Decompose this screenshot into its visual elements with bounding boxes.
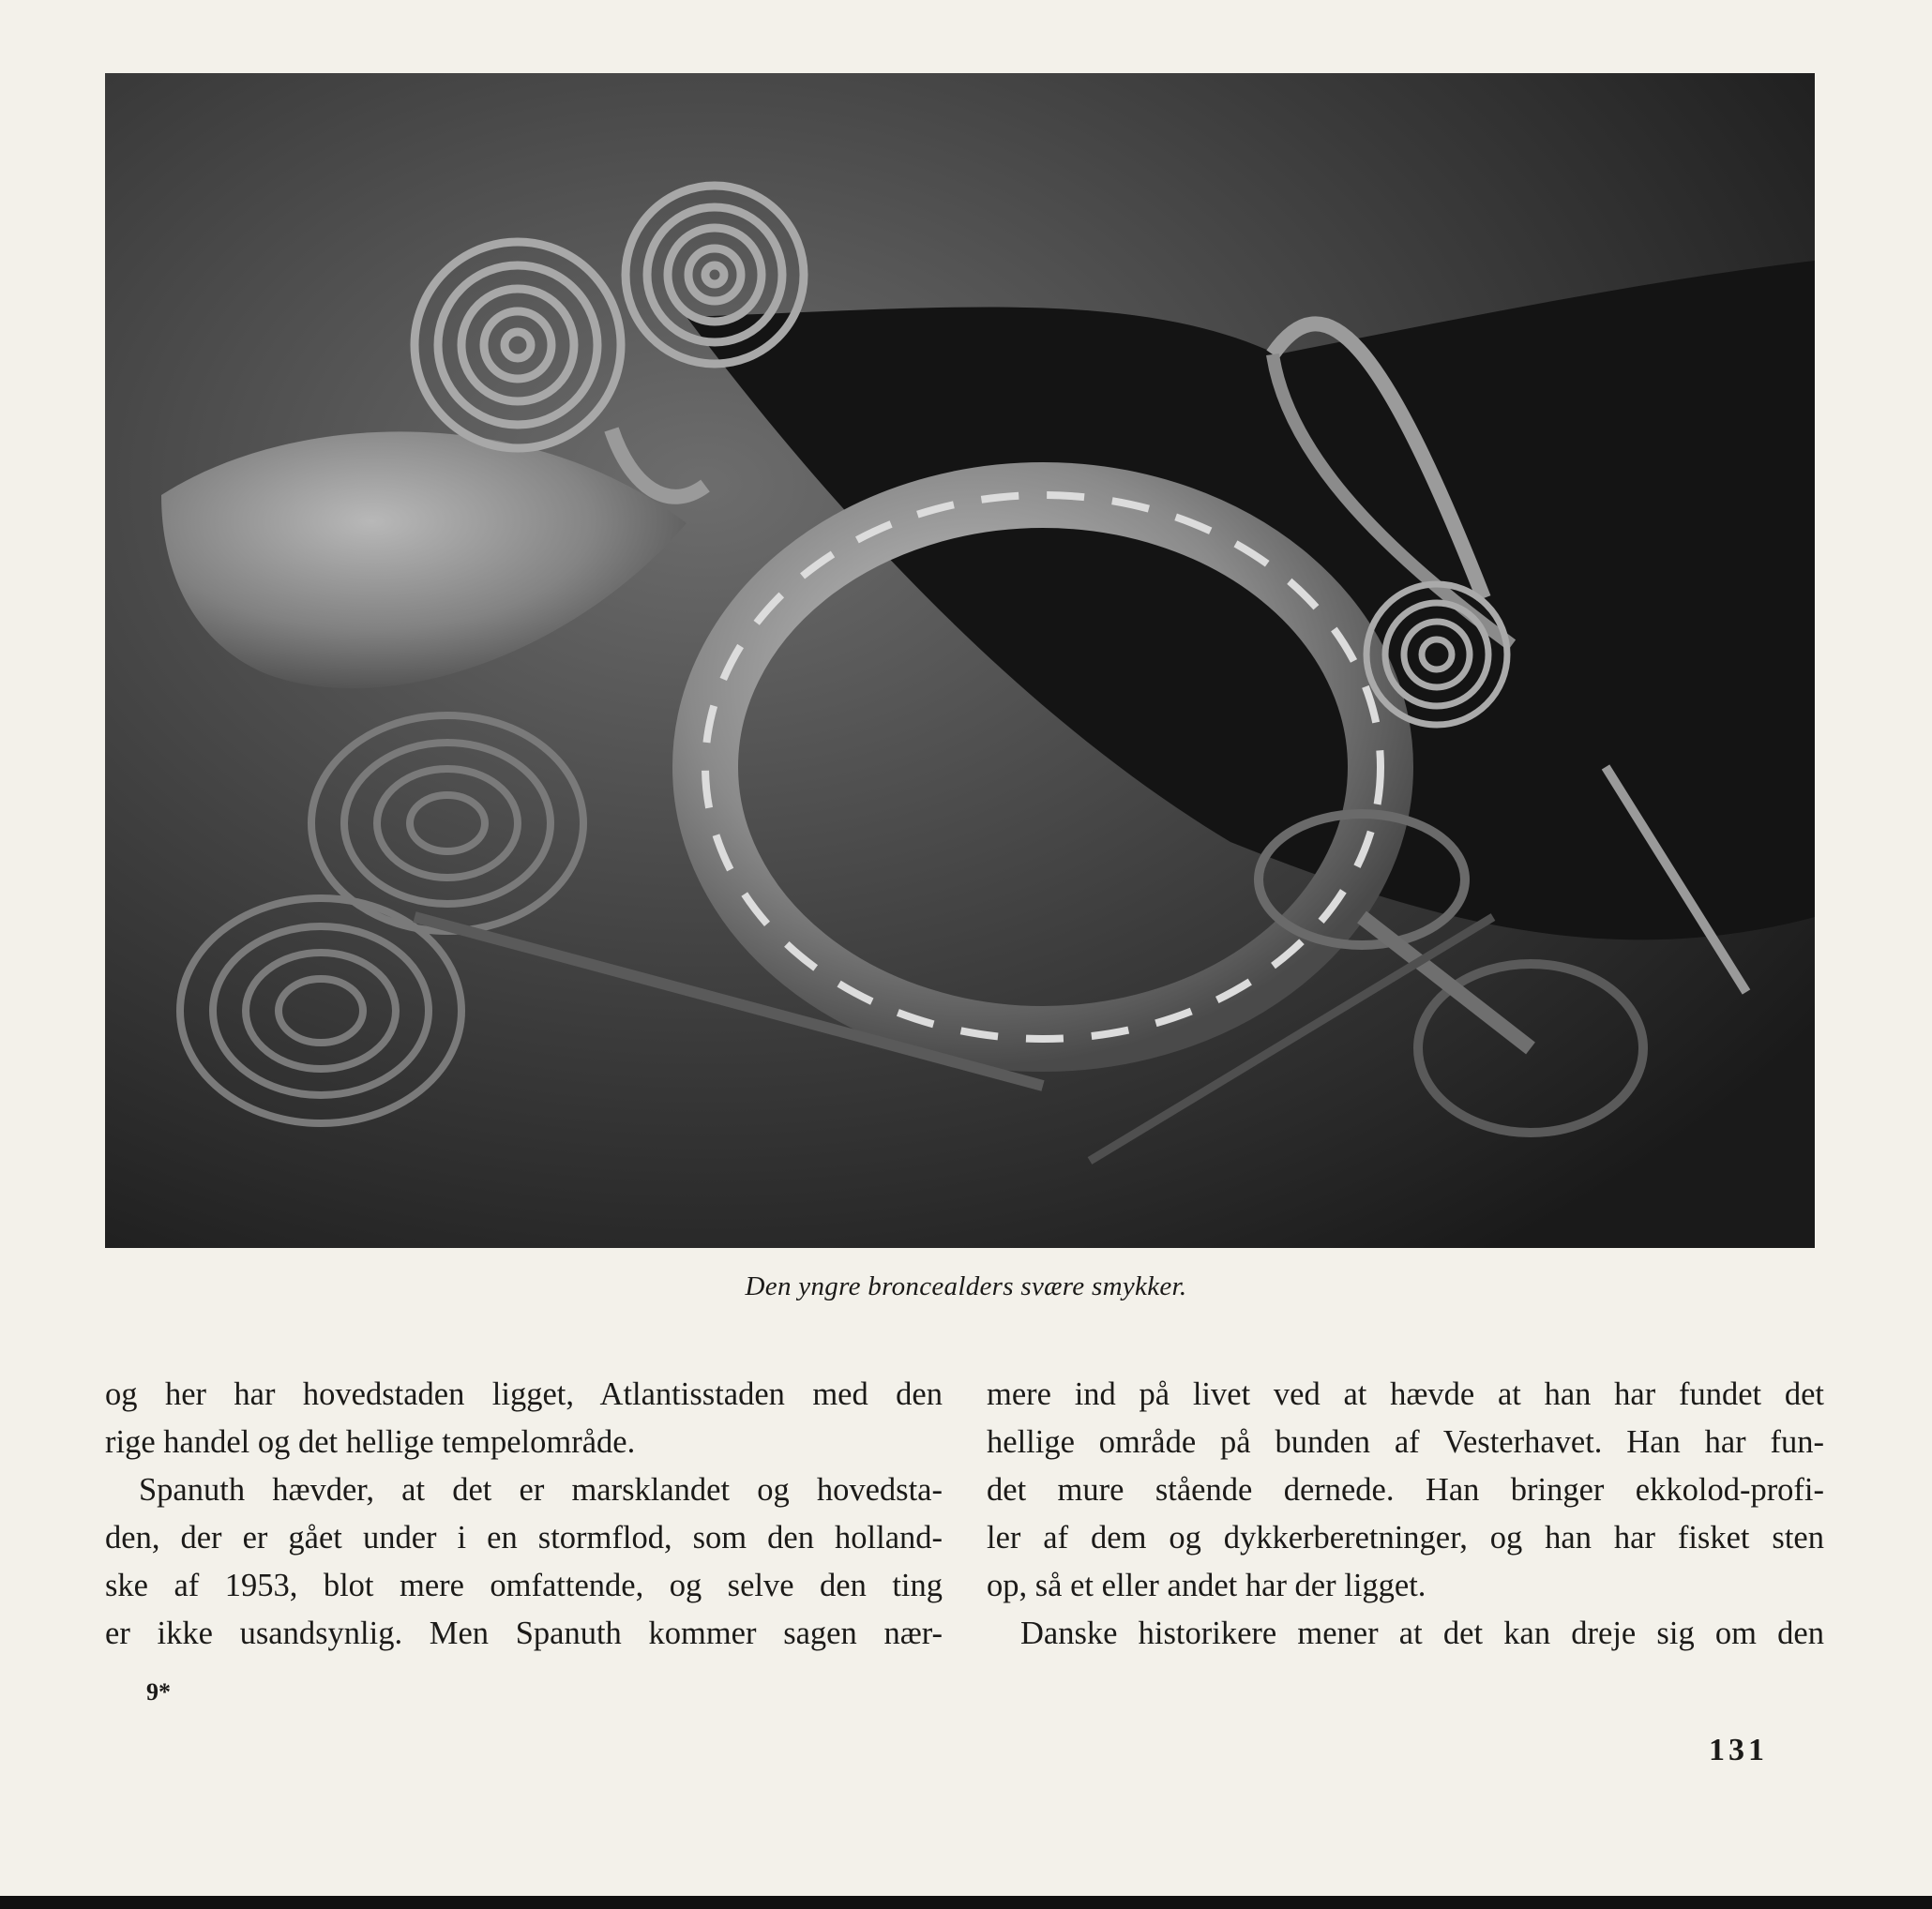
text-line: Danske historikere mener at det kan dreje sig om den bbox=[1020, 1616, 1824, 1651]
text-line: hellige område på bunden af Vesterhavet. Han har fun- bbox=[987, 1424, 1824, 1460]
text-line: det mure stående dernede. Han bringer ekkolod-profi- bbox=[987, 1472, 1824, 1508]
text-line: ler af dem og dykkerberetninger, og han har fisket sten bbox=[987, 1520, 1824, 1556]
photo-caption: Den yngre broncealders svære smykker. bbox=[745, 1271, 1187, 1301]
text-line: og her har hovedstaden ligget, Atlantisstaden med den bbox=[105, 1376, 943, 1412]
text-column-left bbox=[105, 1371, 943, 1658]
text-line: op, så et eller andet har der ligget. bbox=[987, 1568, 1426, 1603]
text-line: mere ind på livet ved at hævde at han har fundet det bbox=[987, 1376, 1824, 1412]
photograph-bronze-age-jewelry bbox=[105, 73, 1815, 1248]
text-line: Spanuth hævder, at det er marsklandet og hovedsta- bbox=[139, 1472, 943, 1508]
text-line: rige handel og det hellige tempelområde. bbox=[105, 1424, 636, 1460]
text-column-right bbox=[987, 1371, 1824, 1658]
text-line: ske af 1953, blot mere omfattende, og selve den ting bbox=[105, 1568, 943, 1603]
scan-edge bbox=[0, 1896, 1932, 1909]
photo-illustration bbox=[105, 73, 1815, 1248]
signature-mark: 9* bbox=[146, 1678, 171, 1706]
text-line: er ikke usandsynlig. Men Spanuth kommer sagen nær- bbox=[105, 1616, 943, 1651]
text-line: den, der er gået under i en stormflod, som den holland- bbox=[105, 1520, 943, 1556]
page-number: 131 bbox=[1709, 1733, 1768, 1767]
